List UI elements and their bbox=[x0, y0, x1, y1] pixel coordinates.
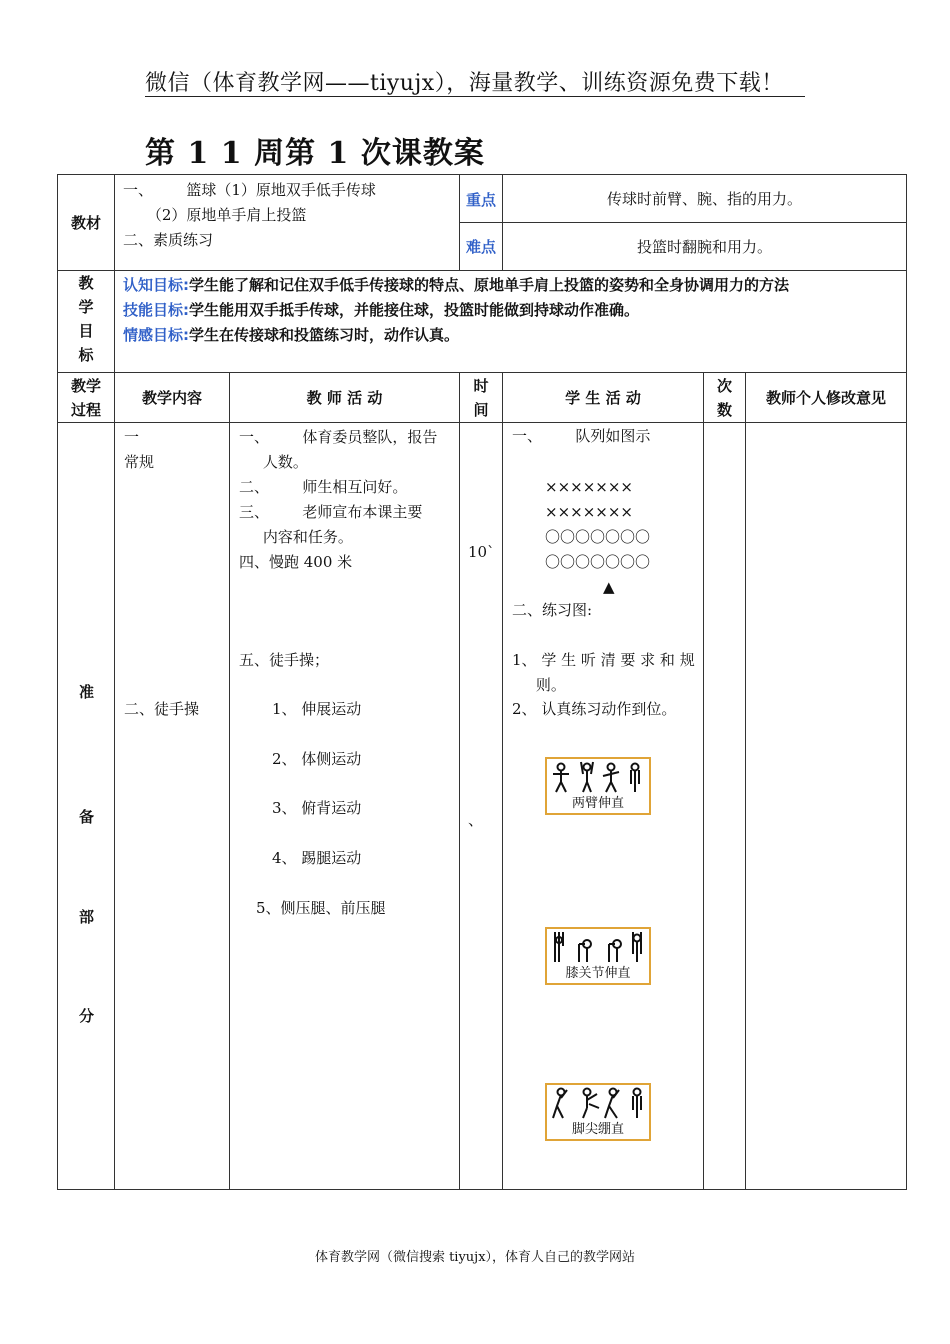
col-notes-header: 教师个人修改意见 bbox=[746, 373, 907, 423]
page-footer: 体育教学网（微信搜索 tiyujx），体育人自己的教学网站 bbox=[314, 1250, 636, 1265]
prep-count-cell bbox=[704, 423, 746, 1190]
teacher-line: 一、 体育委员整队，报告 bbox=[239, 428, 438, 446]
teacher-line: 内容和任务。 bbox=[239, 528, 353, 546]
teacher-line: 四、慢跑 400 米 bbox=[239, 553, 353, 571]
goals-label-char: 标 bbox=[78, 346, 94, 364]
time-mark: 、 bbox=[468, 811, 484, 829]
key-point-label-cell bbox=[460, 175, 503, 223]
prep-content-cell bbox=[115, 423, 230, 1190]
key-point-text: 传球时前臂、腕、指的用力。 bbox=[503, 175, 907, 223]
stick-figures-icon bbox=[549, 1086, 649, 1122]
col-teacher-header: 教 师 活 动 bbox=[230, 373, 460, 423]
exercise-figure-knee bbox=[545, 927, 651, 985]
lesson-plan-table bbox=[57, 174, 907, 1190]
goals-label-cell bbox=[58, 271, 115, 373]
cognitive-goal-text: 学生能了解和记住双手低手传接球的特点、原地单手肩上投篮的姿势和全身协调用力的方法 bbox=[189, 276, 790, 294]
materials-line: （2）原地单手肩上投篮 bbox=[123, 206, 307, 224]
prep-time-cell bbox=[460, 423, 503, 1190]
exercise-figure-toes bbox=[545, 1083, 651, 1141]
figure-caption: 脚尖绷直 bbox=[572, 1122, 625, 1137]
teacher-line: 二、 师生相互问好。 bbox=[239, 478, 408, 496]
teacher-line: 人数。 bbox=[239, 453, 308, 471]
formation-diagram bbox=[545, 475, 650, 600]
prep-section-char: 准 bbox=[78, 683, 94, 701]
emotion-goal-label: 情感目标: bbox=[123, 326, 189, 344]
header-banner: 微信（体育教学网——tiyujx），海量教学、训练资源免费下载！ bbox=[145, 71, 784, 96]
exercise-item: 1、 伸展运动 bbox=[272, 700, 362, 718]
difficulty-text: 投篮时翻腕和用力。 bbox=[503, 223, 907, 271]
figure-caption: 两臂伸直 bbox=[572, 796, 625, 811]
exercise-figure-arms bbox=[545, 757, 651, 815]
teacher-exercise-title: 五、徒手操； bbox=[239, 651, 330, 669]
key-point-label: 重点 bbox=[466, 191, 497, 209]
prep-section-char: 分 bbox=[78, 1007, 94, 1025]
materials-line: 一、 篮球（1）原地双手低手传球 bbox=[123, 181, 376, 199]
skill-goal-text: 学生能用双手抵手传球，并能接住球，投篮时能做到持球动作准确。 bbox=[189, 301, 640, 319]
goals-content-cell bbox=[115, 271, 907, 373]
col-count-line: 次 bbox=[717, 376, 733, 395]
col-count-line: 数 bbox=[717, 400, 733, 419]
emotion-goal-text: 学生在传接球和投篮练习时，动作认真。 bbox=[189, 326, 460, 344]
col-time-line: 时 bbox=[473, 376, 489, 395]
teacher-position-marker: ▲ bbox=[603, 578, 615, 596]
exercise-item: 4、 踢腿运动 bbox=[272, 849, 362, 867]
col-count-header bbox=[704, 373, 746, 423]
materials-label-cell bbox=[58, 175, 115, 271]
content-item: 二、徒手操 bbox=[124, 700, 200, 718]
materials-label: 教材 bbox=[70, 214, 101, 232]
prep-notes-cell bbox=[746, 423, 907, 1190]
col-process-header bbox=[58, 373, 115, 423]
col-process-line: 过程 bbox=[70, 400, 101, 419]
stick-figures-icon bbox=[549, 930, 649, 966]
difficulty-label-cell bbox=[460, 223, 503, 271]
col-content-header: 教学内容 bbox=[115, 373, 230, 423]
figure-caption: 膝关节伸直 bbox=[565, 966, 631, 981]
prep-section-char: 部 bbox=[78, 908, 94, 926]
formation-row: 〇〇〇〇〇〇〇 bbox=[545, 553, 651, 571]
page-title: 第 1 1 周第 1 次课教案 bbox=[145, 136, 485, 171]
prep-section-cell bbox=[58, 423, 115, 1190]
materials-line: 二、素质练习 bbox=[123, 231, 214, 249]
formation-row: ××××××× bbox=[545, 503, 633, 521]
exercise-item: 2、 体侧运动 bbox=[272, 750, 362, 768]
exercise-item: 5、侧压腿、前压腿 bbox=[256, 899, 386, 917]
content-item: 一 bbox=[124, 428, 140, 446]
goals-label-char: 学 bbox=[78, 298, 94, 316]
prep-section-char: 备 bbox=[78, 808, 94, 826]
formation-row: 〇〇〇〇〇〇〇 bbox=[545, 528, 651, 546]
student-line: 二、练习图: bbox=[512, 601, 593, 619]
prep-student-cell bbox=[503, 423, 704, 1190]
col-time-line: 间 bbox=[473, 400, 489, 419]
student-line: 则。 bbox=[512, 676, 566, 694]
cognitive-goal-label: 认知目标: bbox=[123, 276, 189, 294]
student-line: 2、 认真练习动作到位。 bbox=[512, 700, 677, 718]
teacher-line: 三、 老师宣布本课主要 bbox=[239, 503, 423, 521]
student-line: 1、 学 生 听 清 要 求 和 规 bbox=[512, 651, 695, 669]
goals-label-char: 目 bbox=[78, 322, 94, 340]
student-line: 一、 队列如图示 bbox=[512, 427, 651, 445]
formation-row: ××××××× bbox=[545, 478, 633, 496]
time-value: 10` bbox=[468, 543, 495, 561]
prep-teacher-cell bbox=[230, 423, 460, 1190]
exercise-item: 3、 俯背运动 bbox=[272, 799, 362, 817]
content-item: 常规 bbox=[124, 453, 155, 471]
goals-label-char: 教 bbox=[78, 274, 94, 292]
col-time-header bbox=[460, 373, 503, 423]
difficulty-label: 难点 bbox=[466, 238, 497, 256]
skill-goal-label: 技能目标: bbox=[123, 301, 189, 319]
materials-content-cell bbox=[115, 175, 460, 271]
header-underline bbox=[145, 96, 805, 97]
col-student-header: 学 生 活 动 bbox=[503, 373, 704, 423]
stick-figures-icon bbox=[549, 760, 649, 796]
col-process-line: 教学 bbox=[70, 376, 101, 395]
